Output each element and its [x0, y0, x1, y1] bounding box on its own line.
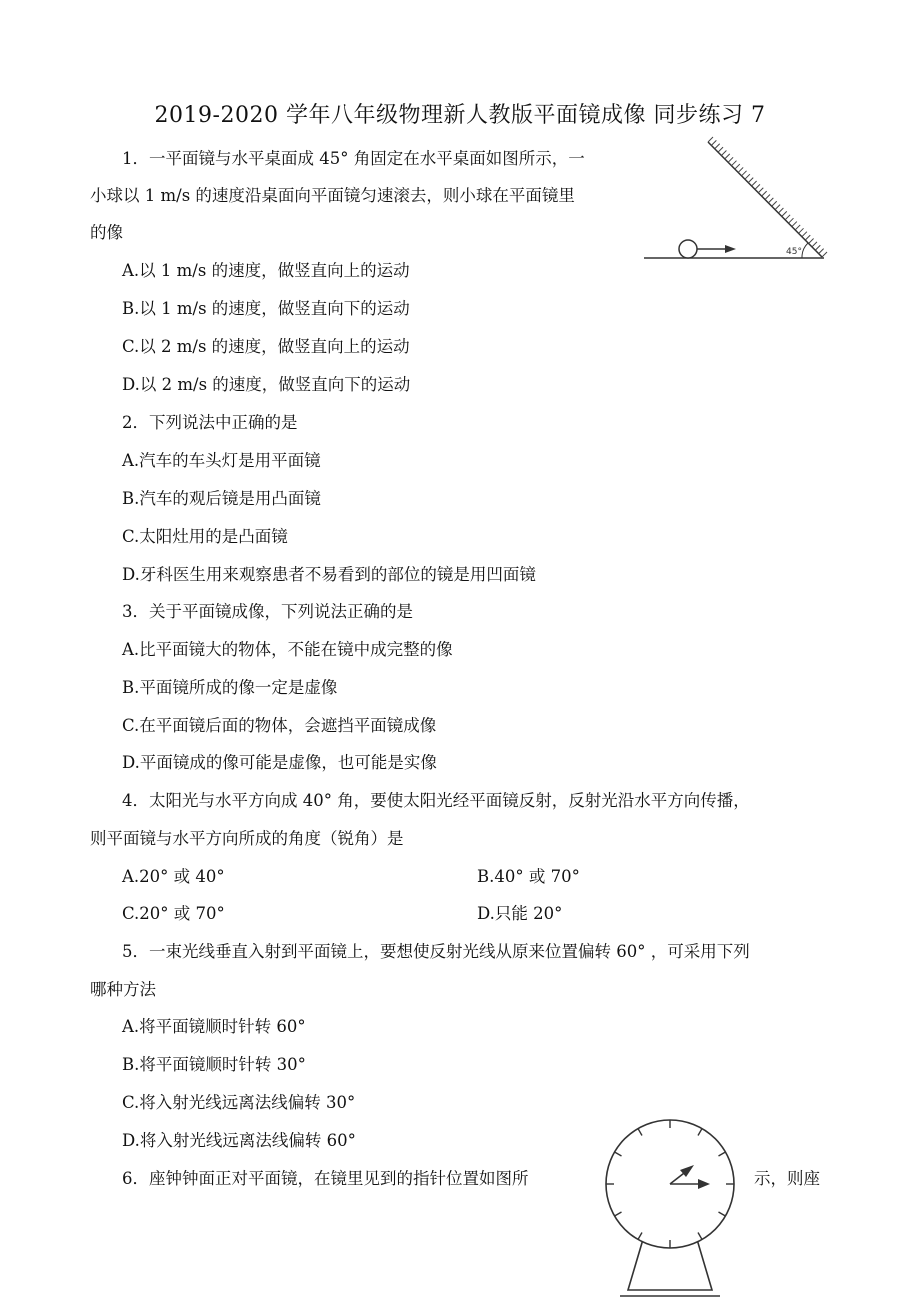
mirror-hatch-mark — [815, 245, 820, 250]
mirror-hatch-mark — [805, 235, 810, 240]
q2-option-c: C.太阳灶用的是凸面镜 — [122, 527, 288, 546]
mirror-hatch-mark — [725, 154, 730, 159]
q6-stem-right: 示，则座 — [754, 1169, 820, 1188]
mirror-hatch-mark — [778, 208, 783, 213]
mirror-clock-figure — [600, 1112, 740, 1300]
mirror-hatch-mark — [738, 167, 743, 172]
mirror-hatch-mark — [745, 174, 750, 179]
q5-option-b: B.将平面镜顺时针转 30° — [122, 1055, 306, 1074]
q2-option-a: A.汽车的车头灯是用平面镜 — [122, 451, 321, 470]
q1-option-d: D.以 2 m/s 的速度，做竖直向下的运动 — [122, 375, 411, 394]
mirror-hatch-mark — [775, 205, 780, 210]
q2-option-b: B.汽车的观后镜是用凸面镜 — [122, 489, 321, 508]
q5-option-c: C.将入射光线远离法线偏转 30° — [122, 1093, 356, 1112]
q4-option-c: C.20° 或 70° — [122, 904, 225, 923]
q4-stem-line-2: 则平面镜与水平方向所成的角度（锐角）是 — [90, 829, 404, 848]
q5-option-a: A.将平面镜顺时针转 60° — [122, 1017, 306, 1036]
q5-stem-line-2: 哪种方法 — [90, 980, 156, 999]
q2-option-d: D.牙科医生用来观察患者不易看到的部位的镜是用凹面镜 — [122, 565, 536, 584]
mirror-hatch-mark — [819, 249, 824, 254]
q1-stem-line-2: 小球以 1 m/s 的速度沿桌面向平面镜匀速滚去，则小球在平面镜里 — [90, 186, 575, 205]
q3-option-b: B.平面镜所成的像一定是虚像 — [122, 678, 338, 697]
velocity-arrow-head — [725, 245, 736, 253]
q1-stem-line-1: 1．一平面镜与水平桌面成 45° 角固定在水平桌面如图所示，一 — [122, 149, 585, 168]
q3-option-a: A.比平面镜大的物体，不能在镜中成完整的像 — [122, 640, 453, 659]
q4-stem-line-1: 4．太阳光与水平方向成 40° 角，要使太阳光经平面镜反射，反射光沿水平方向传播， — [122, 791, 750, 810]
mirror-hatch-mark — [715, 144, 720, 149]
mirror-hatching — [708, 137, 827, 257]
mirror-hatch-mark — [792, 222, 797, 227]
mirror-hatch-mark — [822, 252, 827, 257]
mirror-hatch-mark — [708, 137, 713, 142]
angle-label: 45° — [786, 247, 802, 257]
mirror-hatch-mark — [748, 178, 753, 183]
mirror-hatch-mark — [772, 201, 777, 206]
mirror-hatch-mark — [718, 147, 723, 152]
mirror-hatch-mark — [755, 184, 760, 189]
q1-stem-line-3: 的像 — [90, 223, 123, 242]
mirror-hatch-mark — [812, 242, 817, 247]
mirror-hatch-mark — [735, 164, 740, 169]
mirror-hatch-mark — [711, 140, 716, 145]
q2-stem: 2．下列说法中正确的是 — [122, 413, 298, 432]
ball — [679, 240, 697, 258]
mirror-hatch-mark — [758, 188, 763, 193]
mirror-hatch-mark — [782, 211, 787, 216]
q3-stem: 3．关于平面镜成像，下列说法正确的是 — [122, 602, 413, 621]
q6-stem-left: 6．座钟钟面正对平面镜，在镜里见到的指针位置如图所 — [122, 1169, 529, 1188]
q4-option-d: D.只能 20° — [477, 904, 563, 923]
mirror-hatch-mark — [731, 161, 736, 166]
mirror-hatch-mark — [788, 218, 793, 223]
q1-option-c: C.以 2 m/s 的速度，做竖直向上的运动 — [122, 337, 410, 356]
mirror-hatch-mark — [809, 238, 814, 243]
q3-option-c: C.在平面镜后面的物体，会遮挡平面镜成像 — [122, 716, 437, 735]
mirror-hatch-mark — [742, 171, 747, 176]
q4-option-b: B.40° 或 70° — [477, 867, 580, 886]
page-title: 2019-2020 学年八年级物理新人教版平面镜成像 同步练习 7 — [154, 103, 766, 128]
mirror-hatch-mark — [768, 198, 773, 203]
q5-stem-line-1: 5．一束光线垂直入射到平面镜上，要想使反射光线从原来位置偏转 60° ，可采用下列 — [122, 942, 750, 961]
q5-option-d: D.将入射光线远离法线偏转 60° — [122, 1131, 356, 1150]
mirror-hatch-mark — [799, 228, 804, 233]
q3-option-d: D.平面镜成的像可能是虚像，也可能是实像 — [122, 753, 437, 772]
mirror-hatch-mark — [785, 215, 790, 220]
mirror-hatch-mark — [795, 225, 800, 230]
angle-arc — [802, 243, 808, 258]
mirror-hatch-mark — [752, 181, 757, 186]
mirror-ball-figure — [640, 136, 830, 266]
mirror-hatch-mark — [765, 195, 770, 200]
mirror-hatch-mark — [721, 151, 726, 156]
q1-option-a: A.以 1 m/s 的速度，做竖直向上的运动 — [122, 261, 410, 280]
mirror-hatch-mark — [762, 191, 767, 196]
mirror-hatch-mark — [802, 232, 807, 237]
mirror-hatch-mark — [728, 157, 733, 162]
q1-option-b: B.以 1 m/s 的速度，做竖直向下的运动 — [122, 299, 410, 318]
q4-option-a: A.20° 或 40° — [122, 867, 225, 886]
